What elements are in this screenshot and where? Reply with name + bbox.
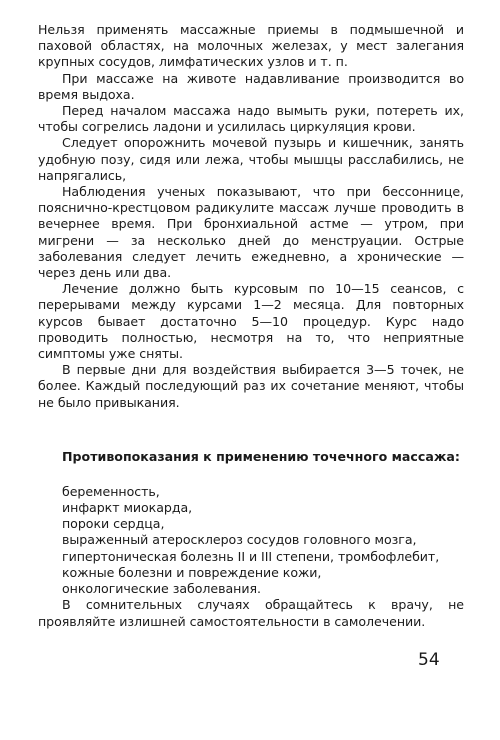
- list-item: пороки сердца,: [62, 516, 165, 532]
- paragraph-contraindicated-areas: Нельзя применять массажные приемы в подмышечной и паховой областях, на молочных железах, у мест залегания крупных сосудов, лимфатических узлов и т. п.: [38, 22, 464, 70]
- paragraph-course: Лечение должно быть курсовым по 10—15 сеансов, с перерывами между курсами 1—2 месяца. Для повторных курсов бывает достаточно 5—10 процедур. Курс надо проводить полностью, несмотря на то, что неприятные симптомы уже сняты.: [38, 281, 464, 362]
- paragraph-timing: Наблюдения ученых показывают, что при бессоннице, пояснично-крестцовом радикулите массаж лучше проводить в вечернее время. При бронхиальной астме — утром, при мигрени — за несколько дней до менструации. Острые заболевания следует лечить ежедневно, а хронические — через день или два.: [38, 184, 464, 281]
- list-item: кожные болезни и повреждение кожи,: [62, 564, 322, 580]
- paragraph-consult-doctor: В сомнительных случаях обращайтесь к врачу, не проявляйте излишней самостоятельности в самолечении.: [38, 597, 464, 629]
- contraindications-list: [62, 484, 464, 597]
- list-item: выраженный атеросклероз сосудов головного мозга,: [62, 532, 417, 548]
- page-number: 54: [418, 650, 440, 670]
- list-item: инфаркт миокарда,: [62, 500, 193, 516]
- list-item: онкологические заболевания.: [62, 581, 261, 597]
- contraindications-heading: Противопоказания к применению точечного массажа:: [62, 448, 460, 464]
- paragraph-abdominal-massage: При массаже на животе надавливание производится во время выдоха.: [38, 70, 464, 102]
- list-item: беременность,: [62, 483, 160, 499]
- paragraph-points-selection: В первые дни для воздействия выбирается 3—5 точек, не более. Каждый последующий раз их сочетание меняют, чтобы не было привыкания.: [38, 362, 464, 410]
- paragraph-body-preparation: Следует опорожнить мочевой пузырь и кишечник, занять удобную позу, сидя или лежа, чтобы мышцы расслабились, не напрягались,: [38, 135, 464, 183]
- page-content: [38, 22, 464, 630]
- paragraph-hand-preparation: Перед началом массажа надо вымыть руки, потереть их, чтобы согрелись ладони и усилилась циркуляция крови.: [38, 103, 464, 135]
- list-item: гипертоническая болезнь II и III степени, тромбофлебит,: [62, 548, 440, 564]
